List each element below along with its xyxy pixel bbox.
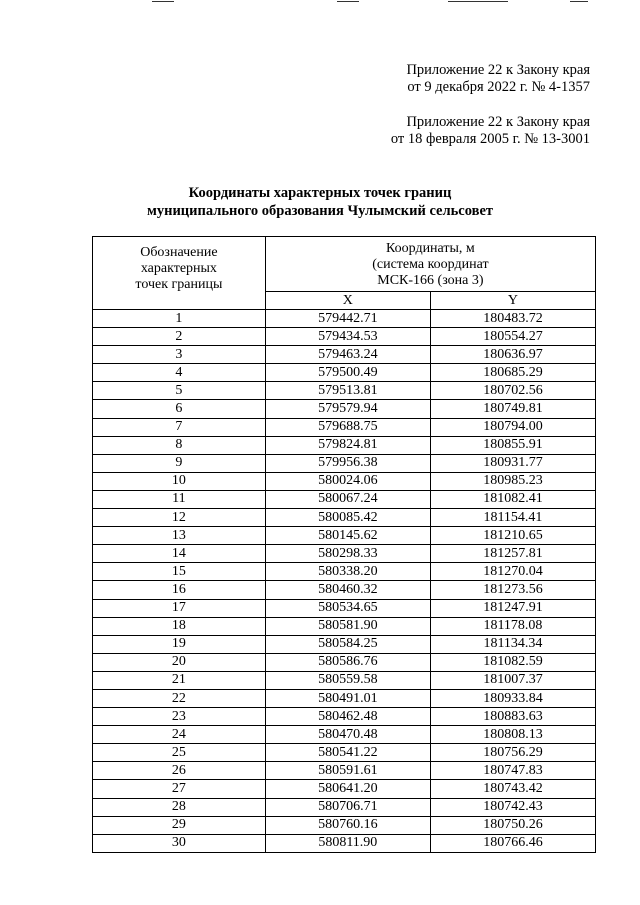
x-coordinate-cell: 580559.58 — [265, 671, 430, 689]
appendix-line: Приложение 22 к Закону края — [406, 114, 590, 130]
table-row — [93, 400, 596, 418]
x-coordinate-cell: 580024.06 — [265, 472, 430, 490]
y-coordinate-cell: 181007.37 — [430, 671, 595, 689]
y-coordinate-cell: 180749.81 — [430, 400, 595, 418]
x-coordinate-cell: 580581.90 — [265, 617, 430, 635]
y-coordinate-cell: 180702.56 — [430, 382, 595, 400]
y-coordinate-cell: 181134.34 — [430, 635, 595, 653]
x-coordinate-cell: 580541.22 — [265, 744, 430, 762]
law-date-line: от 18 февраля 2005 г. № 13-3001 — [390, 131, 590, 147]
coordinates-header: Координаты, м (система координат МСК-166 (зона 3) — [265, 237, 595, 292]
y-coordinate-cell: 180756.29 — [430, 744, 595, 762]
table-row — [93, 490, 596, 508]
point-number-cell: 20 — [93, 653, 266, 671]
table-row — [93, 364, 596, 382]
x-coordinate-cell: 579442.71 — [265, 310, 430, 328]
x-coordinate-cell: 580491.01 — [265, 689, 430, 707]
y-coordinate-cell: 181257.81 — [430, 545, 595, 563]
y-column-header: Y — [430, 292, 595, 310]
x-coordinate-cell: 580085.42 — [265, 509, 430, 527]
appendix-header-current — [406, 62, 590, 96]
point-number-cell: 27 — [93, 780, 266, 798]
title-line-2: муниципального образования Чулымский сельсовет — [146, 203, 494, 219]
y-coordinate-cell: 181247.91 — [430, 599, 595, 617]
x-coordinate-cell: 580067.24 — [265, 490, 430, 508]
x-coordinate-cell: 580586.76 — [265, 653, 430, 671]
y-coordinate-cell: 180742.43 — [430, 798, 595, 816]
y-coordinate-cell: 181082.59 — [430, 653, 595, 671]
point-number-cell: 9 — [93, 454, 266, 472]
table-row — [93, 780, 596, 798]
point-label-header: Обозначение характерных точек границы — [93, 237, 266, 310]
point-number-cell: 13 — [93, 527, 266, 545]
y-coordinate-cell: 180855.91 — [430, 436, 595, 454]
y-coordinate-cell: 180808.13 — [430, 726, 595, 744]
point-number-cell: 2 — [93, 328, 266, 346]
y-coordinate-cell: 181178.08 — [430, 617, 595, 635]
y-coordinate-cell: 180933.84 — [430, 689, 595, 707]
y-coordinate-cell: 181270.04 — [430, 563, 595, 581]
appendix-line: Приложение 22 к Закону края — [406, 62, 590, 78]
table-row — [93, 798, 596, 816]
point-number-cell: 25 — [93, 744, 266, 762]
x-coordinate-cell: 580460.32 — [265, 581, 430, 599]
x-coordinate-cell: 579956.38 — [265, 454, 430, 472]
point-number-cell: 5 — [93, 382, 266, 400]
table-row — [93, 454, 596, 472]
x-coordinate-cell: 580706.71 — [265, 798, 430, 816]
x-coordinate-cell: 580470.48 — [265, 726, 430, 744]
table-body — [93, 310, 596, 853]
point-number-cell: 15 — [93, 563, 266, 581]
x-coordinate-cell: 580584.25 — [265, 635, 430, 653]
x-coordinate-cell: 579824.81 — [265, 436, 430, 454]
point-number-cell: 18 — [93, 617, 266, 635]
table-row — [93, 689, 596, 707]
table-row — [93, 346, 596, 364]
y-coordinate-cell: 180747.83 — [430, 762, 595, 780]
point-number-cell: 4 — [93, 364, 266, 382]
point-number-cell: 12 — [93, 509, 266, 527]
table-row — [93, 653, 596, 671]
x-coordinate-cell: 579463.24 — [265, 346, 430, 364]
y-coordinate-cell: 180743.42 — [430, 780, 595, 798]
point-number-cell: 30 — [93, 834, 266, 852]
y-coordinate-cell: 180883.63 — [430, 708, 595, 726]
y-coordinate-cell: 181210.65 — [430, 527, 595, 545]
y-coordinate-cell: 180750.26 — [430, 816, 595, 834]
coordinates-table — [92, 236, 596, 853]
point-number-cell: 11 — [93, 490, 266, 508]
point-number-cell: 19 — [93, 635, 266, 653]
y-coordinate-cell: 181082.41 — [430, 490, 595, 508]
point-number-cell: 3 — [93, 346, 266, 364]
scan-mark — [152, 1, 174, 2]
table-row — [93, 816, 596, 834]
table-row — [93, 436, 596, 454]
table-row — [93, 708, 596, 726]
x-coordinate-cell: 580760.16 — [265, 816, 430, 834]
point-number-cell: 21 — [93, 671, 266, 689]
y-coordinate-cell: 180685.29 — [430, 364, 595, 382]
scan-mark — [448, 1, 508, 2]
y-coordinate-cell: 180636.97 — [430, 346, 595, 364]
point-number-cell: 14 — [93, 545, 266, 563]
point-number-cell: 7 — [93, 418, 266, 436]
x-coordinate-cell: 580591.61 — [265, 762, 430, 780]
table-row — [93, 418, 596, 436]
x-coordinate-cell: 580641.20 — [265, 780, 430, 798]
document-title — [0, 184, 640, 220]
table-row — [93, 744, 596, 762]
y-coordinate-cell: 180554.27 — [430, 328, 595, 346]
x-coordinate-cell: 580145.62 — [265, 527, 430, 545]
table-row — [93, 472, 596, 490]
table-row — [93, 310, 596, 328]
table-row — [93, 671, 596, 689]
x-coordinate-cell: 579513.81 — [265, 382, 430, 400]
table-row — [93, 617, 596, 635]
table-row — [93, 581, 596, 599]
point-number-cell: 10 — [93, 472, 266, 490]
y-coordinate-cell: 181273.56 — [430, 581, 595, 599]
table-row — [93, 762, 596, 780]
point-number-cell: 24 — [93, 726, 266, 744]
scan-mark — [570, 1, 588, 2]
table-row — [93, 563, 596, 581]
point-number-cell: 23 — [93, 708, 266, 726]
point-number-cell: 17 — [93, 599, 266, 617]
point-number-cell: 26 — [93, 762, 266, 780]
x-coordinate-cell: 579688.75 — [265, 418, 430, 436]
point-number-cell: 1 — [93, 310, 266, 328]
scan-top-marks — [0, 0, 640, 6]
point-number-cell: 16 — [93, 581, 266, 599]
table-row — [93, 382, 596, 400]
x-coordinate-cell: 579579.94 — [265, 400, 430, 418]
table-row — [93, 527, 596, 545]
title-line-1: Координаты характерных точек границ — [188, 185, 452, 201]
table-row — [93, 328, 596, 346]
x-coordinate-cell: 580298.33 — [265, 545, 430, 563]
point-number-cell: 8 — [93, 436, 266, 454]
table-row — [93, 599, 596, 617]
table-row — [93, 635, 596, 653]
x-coordinate-cell: 580811.90 — [265, 834, 430, 852]
x-coordinate-cell: 579434.53 — [265, 328, 430, 346]
table-row — [93, 545, 596, 563]
y-coordinate-cell: 180766.46 — [430, 834, 595, 852]
x-coordinate-cell: 580462.48 — [265, 708, 430, 726]
table-row — [93, 509, 596, 527]
y-coordinate-cell: 180483.72 — [430, 310, 595, 328]
table-row — [93, 834, 596, 852]
y-coordinate-cell: 180985.23 — [430, 472, 595, 490]
point-number-cell: 6 — [93, 400, 266, 418]
x-coordinate-cell: 579500.49 — [265, 364, 430, 382]
x-coordinate-cell: 580338.20 — [265, 563, 430, 581]
x-coordinate-cell: 580534.65 — [265, 599, 430, 617]
y-coordinate-cell: 180931.77 — [430, 454, 595, 472]
law-date-line: от 9 декабря 2022 г. № 4-1357 — [407, 79, 590, 95]
table-row — [93, 726, 596, 744]
x-column-header: X — [265, 292, 430, 310]
point-number-cell: 29 — [93, 816, 266, 834]
appendix-header-original — [391, 114, 590, 148]
y-coordinate-cell: 181154.41 — [430, 509, 595, 527]
y-coordinate-cell: 180794.00 — [430, 418, 595, 436]
point-number-cell: 28 — [93, 798, 266, 816]
scan-mark — [337, 1, 359, 2]
point-number-cell: 22 — [93, 689, 266, 707]
